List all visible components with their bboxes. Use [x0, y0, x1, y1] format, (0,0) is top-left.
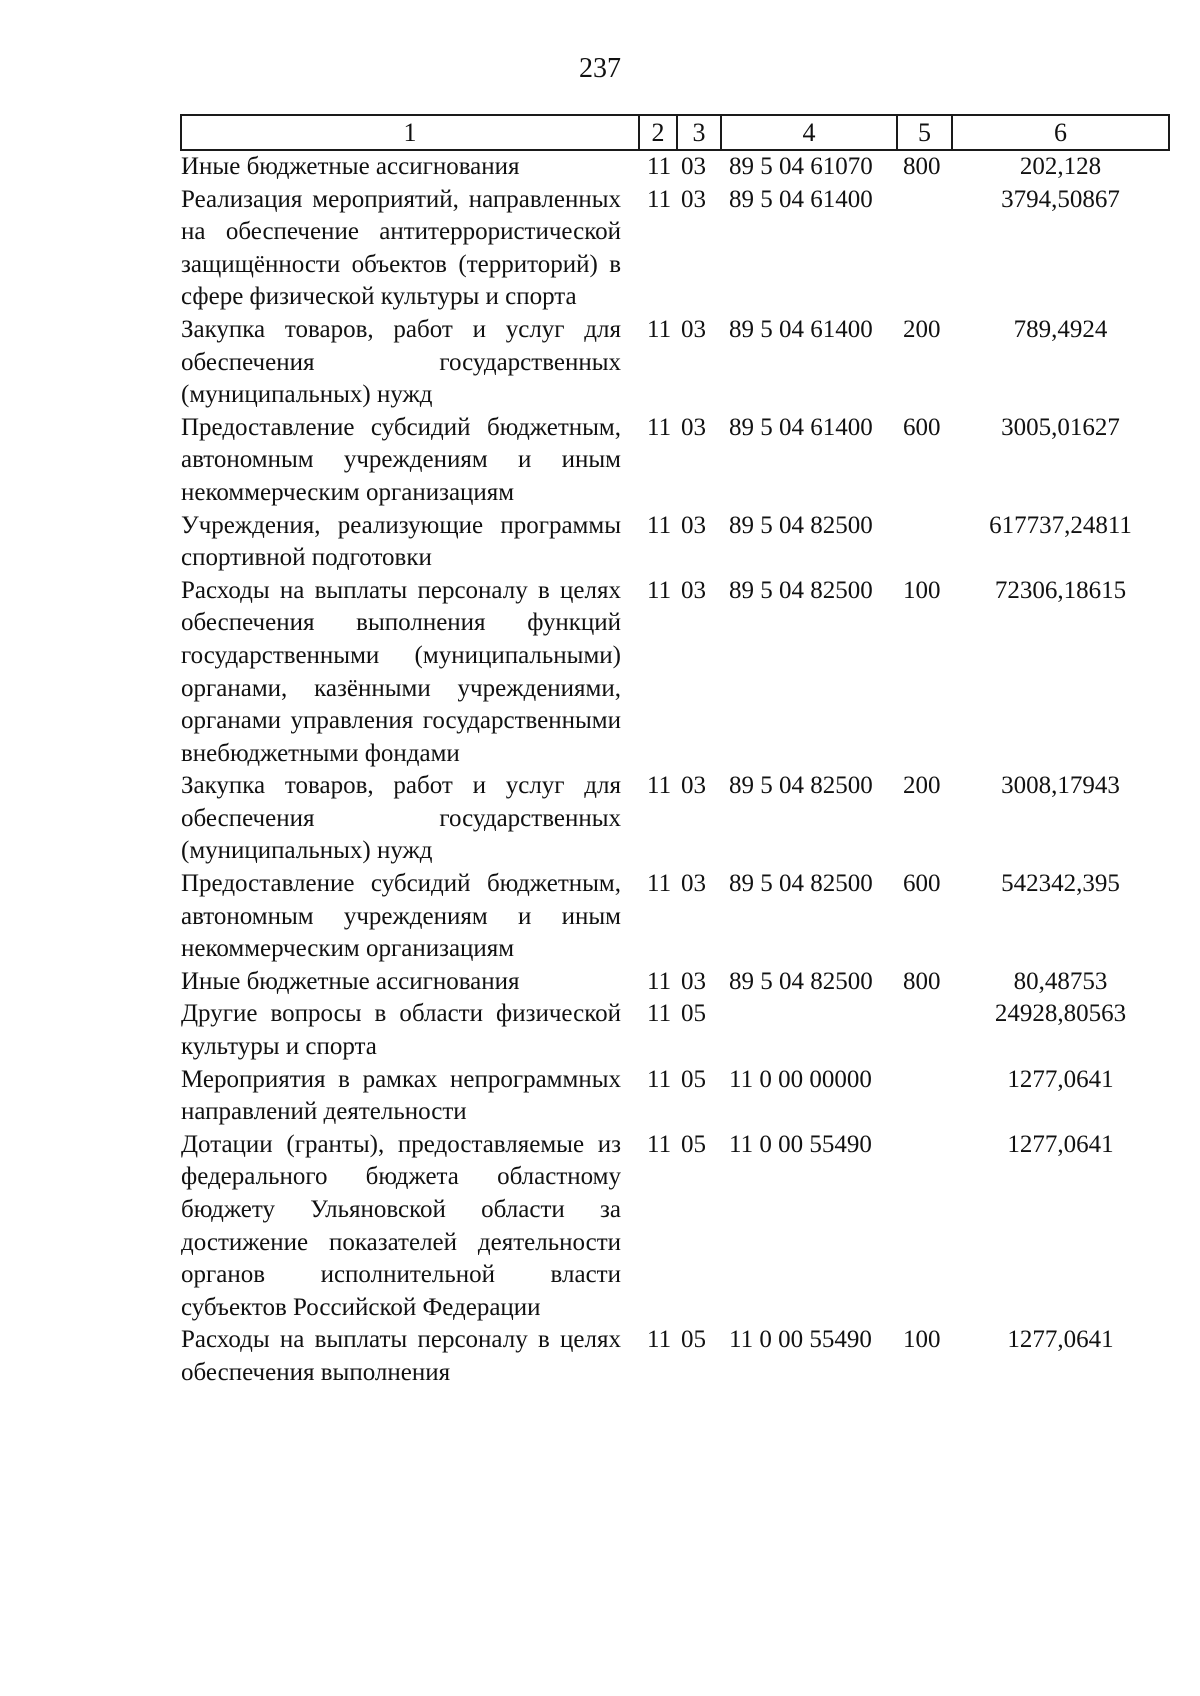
- row-expense-type: 800: [903, 967, 941, 995]
- row-subsection: 03: [681, 185, 706, 213]
- table-row: [181, 1129, 1169, 1325]
- row-target-code: 89 5 04 82500: [729, 967, 873, 995]
- row-target-code: 89 5 04 61070: [729, 153, 873, 180]
- row-subsection: 05: [681, 1065, 706, 1093]
- row-section: 11: [647, 511, 672, 539]
- row-section: 11: [647, 772, 672, 800]
- row-target-code: 89 5 04 82500: [729, 576, 873, 604]
- row-amount: 617737,24811: [989, 511, 1132, 539]
- row-section: 11: [647, 1130, 672, 1158]
- row-amount: 80,48753: [1013, 967, 1108, 995]
- page-number: 237: [579, 53, 621, 84]
- row-target-code: 89 5 04 82500: [729, 772, 873, 800]
- budget-table: [180, 114, 1170, 1390]
- row-name: Реализация мероприятий, направленных на обеспечение антитеррористической защищённости объектов (территорий) в сфере физической культуры и спорта: [181, 185, 621, 311]
- row-target-code: 89 5 04 61400: [729, 185, 873, 213]
- column-header-6: 6: [952, 115, 1169, 150]
- row-name: Предоставление субсидий бюджетным, автономным учреждениям и иным некоммерческим организациям: [181, 413, 621, 506]
- row-section: 11: [647, 315, 672, 343]
- table-row: [181, 150, 1169, 184]
- row-amount: 789,4924: [1013, 315, 1108, 343]
- row-subsection: 03: [681, 967, 706, 995]
- row-name: Расходы на выплаты персоналу в целях обеспечения выполнения: [181, 1326, 621, 1386]
- row-expense-type: 200: [903, 772, 941, 800]
- row-name: Закупка товаров, работ и услуг для обеспечения государственных (муниципальных) нужд: [181, 772, 621, 865]
- row-target-code: 11 0 00 55490: [729, 1130, 872, 1158]
- row-section: 11: [647, 1065, 672, 1093]
- row-section: 11: [647, 185, 672, 213]
- row-target-code: 89 5 04 61400: [729, 413, 873, 441]
- row-section: 11: [647, 870, 672, 898]
- row-section: 11: [647, 1000, 672, 1028]
- row-amount: 1277,0641: [1007, 1326, 1114, 1354]
- row-name: Расходы на выплаты персоналу в целях обеспечения выполнения функций государственными (муниципальными) органами, казёнными учреждениями, органами управления государственными внебюджетными фондами: [181, 576, 621, 767]
- table-row: [181, 998, 1169, 1063]
- row-subsection: 03: [681, 315, 706, 343]
- row-expense-type: [897, 998, 952, 1063]
- table-header-row: [181, 115, 1169, 150]
- table-row: [181, 868, 1169, 966]
- column-header-2: 2: [639, 115, 677, 150]
- row-amount: 24928,80563: [994, 1000, 1127, 1028]
- table-row: [181, 770, 1169, 868]
- row-subsection: 03: [681, 153, 706, 180]
- row-section: 11: [647, 967, 672, 995]
- row-expense-type: [897, 1129, 952, 1325]
- row-section: 11: [647, 1326, 672, 1354]
- row-expense-type: 200: [903, 315, 941, 343]
- row-name: Учреждения, реализующие программы спортивной подготовки: [181, 511, 621, 572]
- column-header-4: 4: [721, 115, 897, 150]
- row-expense-type: [897, 184, 952, 314]
- row-amount: 72306,18615: [994, 576, 1127, 604]
- table-row: [181, 314, 1169, 412]
- table-row: [181, 412, 1169, 510]
- row-target-code: 11 0 00 55490: [729, 1326, 872, 1354]
- row-target-code: 89 5 04 61400: [729, 315, 873, 343]
- row-target-code: 11 0 00 00000: [729, 1065, 872, 1093]
- row-amount: 3794,50867: [1001, 185, 1120, 213]
- row-amount: 3005,01627: [1001, 413, 1120, 441]
- row-name: Закупка товаров, работ и услуг для обеспечения государственных (муниципальных) нужд: [181, 315, 621, 409]
- table-row: [181, 575, 1169, 771]
- row-amount: 202,128: [1019, 153, 1102, 180]
- row-name: Другие вопросы в области физической культуры и спорта: [181, 1000, 621, 1061]
- row-expense-type: 100: [903, 576, 941, 604]
- row-expense-type: [897, 510, 952, 575]
- row-section: 11: [647, 153, 672, 180]
- row-expense-type: [897, 1064, 952, 1129]
- row-subsection: 05: [681, 1326, 706, 1354]
- row-target-code: [721, 998, 897, 1063]
- row-target-code: 89 5 04 82500: [729, 870, 873, 898]
- column-header-1: 1: [181, 115, 639, 150]
- row-expense-type: 600: [903, 870, 941, 898]
- column-header-5: 5: [897, 115, 952, 150]
- row-section: 11: [647, 576, 672, 604]
- row-subsection: 05: [681, 1130, 706, 1158]
- table-row: [181, 510, 1169, 575]
- row-name: Дотации (гранты), предоставляемые из федерального бюджета областному бюджету Ульяновской области за достижение показателей деятельности органов исполнительной власти субъектов Российской Федерации: [181, 1130, 621, 1321]
- row-expense-type: 800: [903, 153, 941, 180]
- column-header-3: 3: [677, 115, 721, 150]
- row-amount: 1277,0641: [1007, 1130, 1114, 1158]
- row-subsection: 05: [681, 1000, 706, 1028]
- row-name: Предоставление субсидий бюджетным, автономным учреждениям и иным некоммерческим организациям: [181, 870, 621, 963]
- table-row: [181, 184, 1169, 314]
- row-name: Мероприятия в рамках непрограммных направлений деятельности: [181, 1065, 621, 1126]
- table-row: [181, 1064, 1169, 1129]
- row-amount: 3008,17943: [1001, 772, 1120, 800]
- row-name: Иные бюджетные ассигнования: [181, 153, 520, 180]
- row-amount: 542342,395: [1001, 870, 1120, 898]
- table-row: [181, 1324, 1169, 1389]
- row-expense-type: 600: [903, 413, 941, 441]
- row-subsection: 03: [681, 772, 706, 800]
- row-section: 11: [647, 413, 672, 441]
- row-target-code: 89 5 04 82500: [729, 511, 873, 539]
- row-subsection: 03: [681, 511, 706, 539]
- row-name: Иные бюджетные ассигнования: [181, 967, 520, 995]
- table-row: [181, 966, 1169, 999]
- row-subsection: 03: [681, 870, 706, 898]
- row-subsection: 03: [681, 576, 706, 604]
- row-subsection: 03: [681, 413, 706, 441]
- row-amount: 1277,0641: [1007, 1065, 1114, 1093]
- row-expense-type: 100: [903, 1326, 941, 1354]
